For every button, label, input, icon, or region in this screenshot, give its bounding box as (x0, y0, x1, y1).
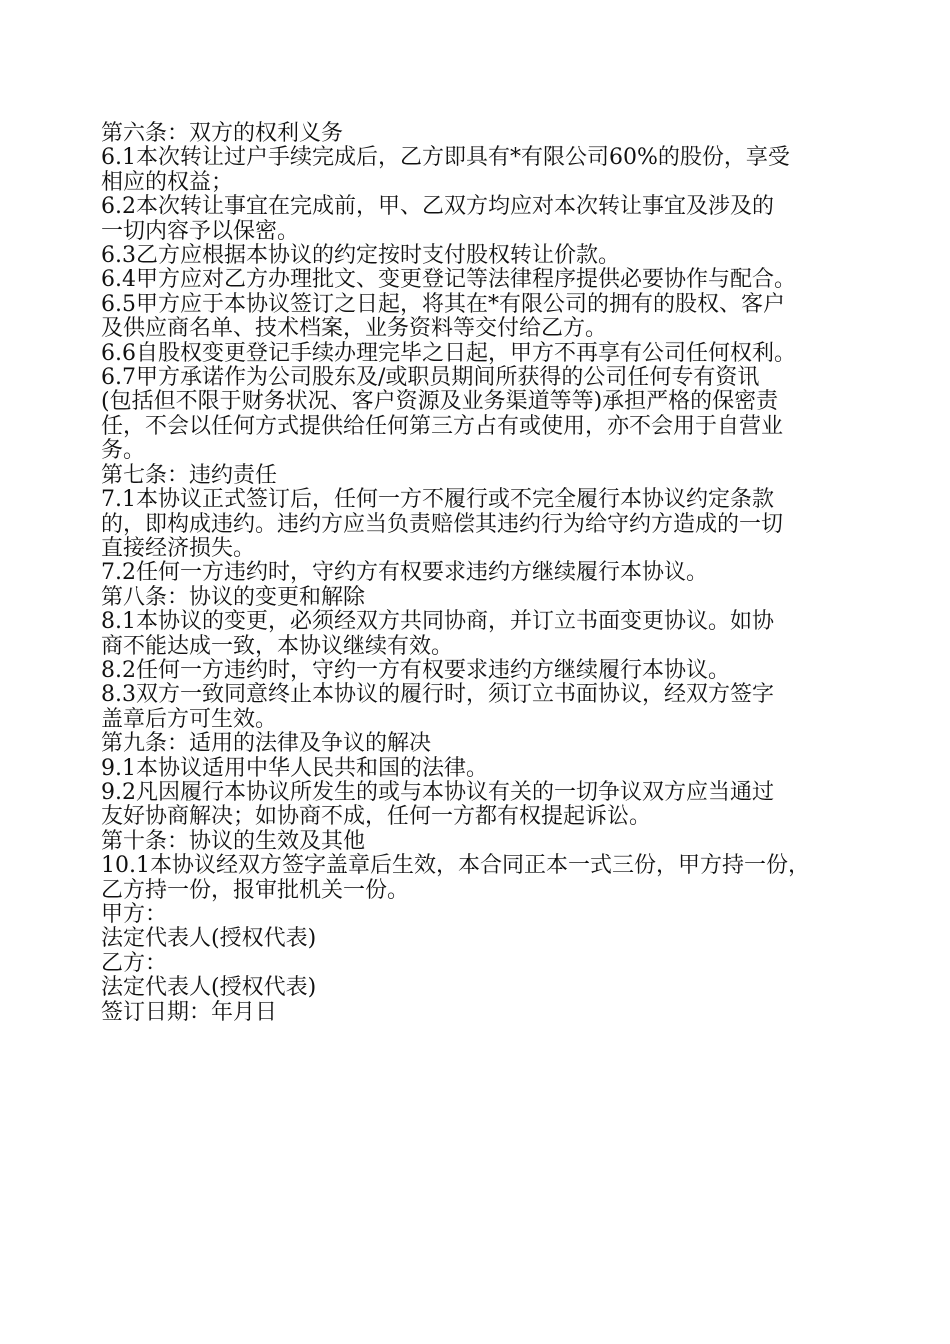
clause-6-7-line-1: 6.7甲方承诺作为公司股东及/或职员期间所获得的公司任何专有资讯 (101, 365, 760, 391)
article-8-heading: 第八条：协议的变更和解除 (101, 584, 366, 610)
clause-7-1-line-2: 的，即构成违约。违约方应当负责赔偿其违约行为给守约方造成的一切 (101, 511, 784, 537)
clause-6-2-line-2: 一切内容予以保密。 (101, 218, 300, 244)
clause-10-1-line-1: 10.1本协议经双方签字盖章后生效，本合同正本一式三份，甲方持一份， (101, 853, 810, 879)
clause-9-2-line-1: 9.2凡因履行本协议所发生的或与本协议有关的一切争议双方应当通过 (101, 779, 774, 805)
clause-6-2-line-1: 6.2本次转让事宜在完成前，甲、乙双方均应对本次转让事宜及涉及的 (101, 194, 774, 220)
clause-8-1-line-1: 8.1本协议的变更，必须经双方共同协商，并订立书面变更协议。如协 (101, 609, 774, 635)
party-a-representative-label: 法定代表人(授权代表) (101, 926, 317, 952)
clause-8-2: 8.2任何一方违约时，守约一方有权要求违约方继续履行本协议。 (101, 657, 730, 683)
clause-10-1-line-2: 乙方持一份，报审批机关一份。 (101, 877, 410, 903)
signing-date-label: 签订日期：年月日 (101, 999, 278, 1025)
clause-8-3-line-2: 盖章后方可生效。 (101, 706, 278, 732)
clause-9-1: 9.1本协议适用中华人民共和国的法律。 (101, 755, 488, 781)
clause-6-7-line-3: 任，不会以任何方式提供给任何第三方占有或使用，亦不会用于自营业 (101, 413, 784, 439)
clause-7-2: 7.2任何一方违约时，守约方有权要求违约方继续履行本协议。 (101, 560, 708, 586)
clause-8-3-line-1: 8.3双方一致同意终止本协议的履行时，须订立书面协议，经双方签字 (101, 682, 774, 708)
clause-7-1-line-1: 7.1本协议正式签订后，任何一方不履行或不完全履行本协议约定条款 (101, 487, 774, 513)
clause-6-7-line-2: (包括但不限于财务状况、客户资源及业务渠道等等)承担严格的保密责 (101, 389, 779, 415)
clause-6-5-line-1: 6.5甲方应于本协议签订之日起，将其在*有限公司的拥有的股权、客户 (101, 291, 785, 317)
article-6-heading: 第六条：双方的权利义务 (101, 121, 344, 146)
clause-6-4: 6.4甲方应对乙方办理批文、变更登记等法律程序提供必要协作与配合。 (101, 267, 796, 293)
party-a-label: 甲方： (101, 902, 168, 927)
clause-6-1-line-1: 6.1本次转让过户手续完成后，乙方即具有*有限公司60%的股份，享受 (101, 145, 790, 171)
document-body (101, 122, 861, 1025)
clause-7-1-line-3: 直接经济损失。 (101, 535, 256, 561)
article-9-heading: 第九条：适用的法律及争议的解决 (101, 731, 432, 757)
clause-6-7-line-4: 务。 (101, 438, 146, 464)
party-b-label: 乙方： (101, 950, 168, 976)
clause-6-1-line-2: 相应的权益； (101, 169, 234, 195)
clause-8-1-line-2: 商不能达成一致，本协议继续有效。 (101, 633, 454, 659)
article-7-heading: 第七条：违约责任 (101, 462, 278, 488)
clause-6-3: 6.3乙方应根据本协议的约定按时支付股权转让价款。 (101, 243, 620, 269)
clause-6-5-line-2: 及供应商名单、技术档案，业务资料等交付给乙方。 (101, 316, 608, 342)
article-10-heading: 第十条：协议的生效及其他 (101, 828, 366, 854)
clause-9-2-line-2: 友好协商解决；如协商不成，任何一方都有权提起诉讼。 (101, 804, 652, 830)
clause-6-6: 6.6自股权变更登记手续办理完毕之日起，甲方不再享有公司任何权利。 (101, 340, 796, 366)
party-b-representative-label: 法定代表人(授权代表) (101, 975, 317, 1001)
